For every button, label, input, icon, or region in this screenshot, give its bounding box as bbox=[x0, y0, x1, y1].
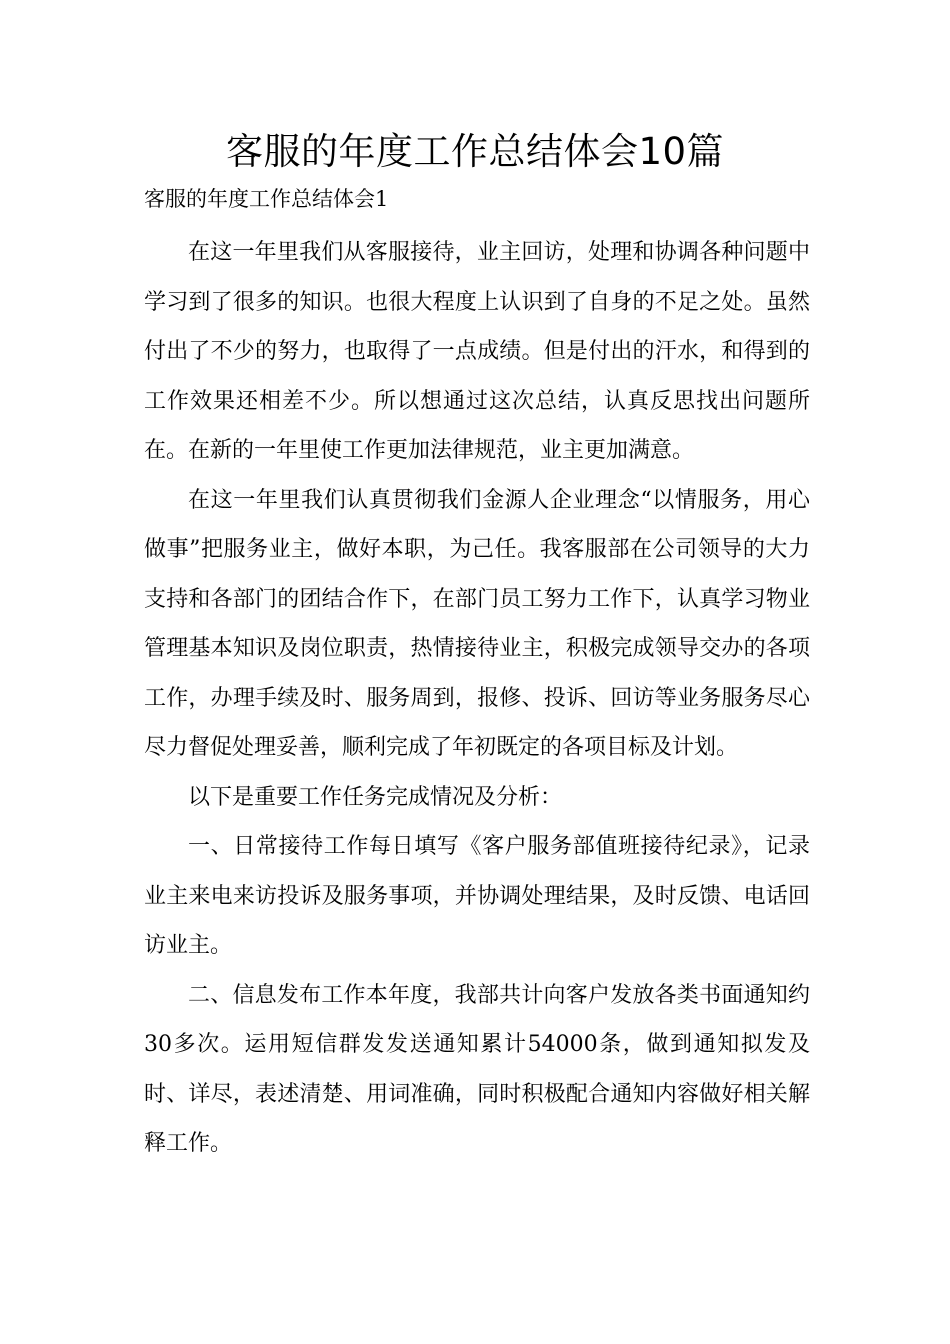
paragraph: 二、信息发布工作本年度，我部共计向客户发放各类书面通知约30多次。运用短信群发发送通知累计54000条，做到通知拟发及时、详尽，表述清楚、用词准确，同时积极配合通知内容做好相关解释工作。 bbox=[144, 982, 810, 1156]
document-body bbox=[144, 228, 810, 1169]
paragraph: 一、日常接待工作每日填写《客户服务部值班接待纪录》，记录业主来电来访投诉及服务事项，并协调处理结果，及时反馈、电话回访业主。 bbox=[144, 834, 810, 958]
section-heading: 客服的年度工作总结体会1 bbox=[144, 187, 389, 211]
document-title: 客服的年度工作总结体会10篇 bbox=[225, 130, 725, 173]
paragraph: 以下是重要工作任务完成情况及分析： bbox=[188, 784, 563, 810]
paragraph: 在这一年里我们认真贯彻我们金源人企业理念“以情服务，用心做事”把服务业主，做好本职，为己任。我客服部在公司领导的大力支持和各部门的团结合作下，在部门员工努力工作下，认真学习物业管理基本知识及岗位职责，热情接待业主，积极完成领导交办的各项工作，办理手续及时、服务周到，报修、投诉、回访等业务服务尽心尽力督促处理妥善，顺利完成了年初既定的各项目标及计划。 bbox=[144, 487, 810, 760]
paragraph: 在这一年里我们从客服接待，业主回访，处理和协调各种问题中学习到了很多的知识。也很大程度上认识到了自身的不足之处。虽然付出了不少的努力，也取得了一点成绩。但是付出的汗水，和得到的工作效果还相差不少。所以想通过这次总结，认真反思找出问题所在。在新的一年里使工作更加法律规范，业主更加满意。 bbox=[144, 240, 810, 463]
